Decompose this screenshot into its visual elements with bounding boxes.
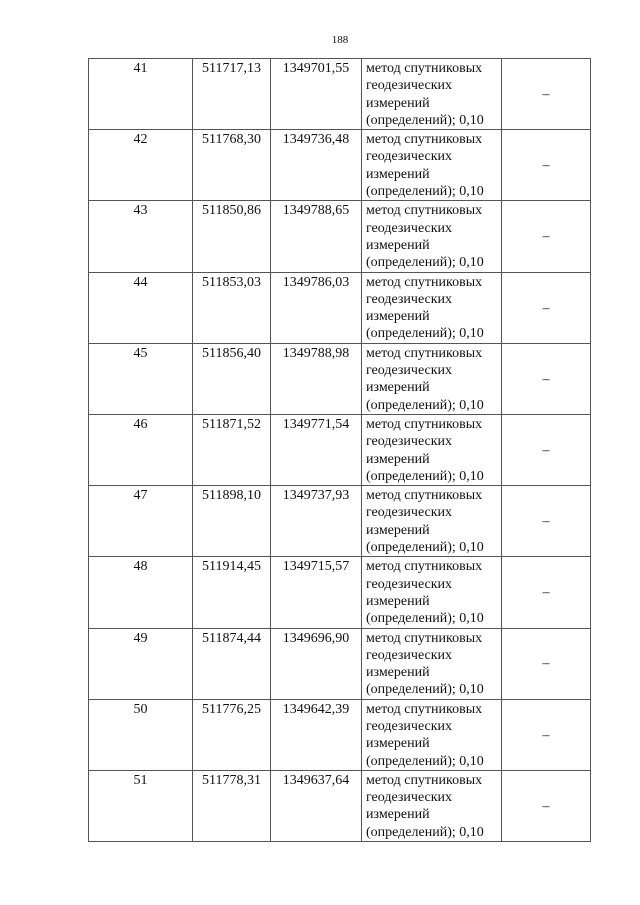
point-number-cell: 44: [89, 272, 193, 343]
x-coordinate-cell: 511768,30: [193, 130, 271, 201]
y-coordinate-cell: 1349637,64: [271, 770, 362, 841]
method-accuracy-cell: метод спутниковых геодезических измерений (определений); 0,10: [362, 414, 502, 485]
point-number-cell: 50: [89, 699, 193, 770]
y-coordinate-cell: 1349788,98: [271, 343, 362, 414]
x-coordinate-cell: 511776,25: [193, 699, 271, 770]
method-accuracy-cell: метод спутниковых геодезических измерений (определений); 0,10: [362, 272, 502, 343]
method-accuracy-cell: метод спутниковых геодезических измерений (определений); 0,10: [362, 557, 502, 628]
table-row: [89, 272, 591, 343]
table-row: [89, 699, 591, 770]
extra-cell: –: [502, 130, 591, 201]
extra-cell: –: [502, 699, 591, 770]
method-accuracy-cell: метод спутниковых геодезических измерений (определений); 0,10: [362, 770, 502, 841]
point-number-cell: 51: [89, 770, 193, 841]
point-number-cell: 46: [89, 414, 193, 485]
x-coordinate-cell: 511853,03: [193, 272, 271, 343]
method-accuracy-cell: метод спутниковых геодезических измерений (определений); 0,10: [362, 699, 502, 770]
x-coordinate-cell: 511850,86: [193, 201, 271, 272]
point-number-cell: 45: [89, 343, 193, 414]
y-coordinate-cell: 1349642,39: [271, 699, 362, 770]
x-coordinate-cell: 511898,10: [193, 486, 271, 557]
point-number-cell: 47: [89, 486, 193, 557]
extra-cell: –: [502, 486, 591, 557]
x-coordinate-cell: 511914,45: [193, 557, 271, 628]
y-coordinate-cell: 1349696,90: [271, 628, 362, 699]
extra-cell: –: [502, 59, 591, 130]
x-coordinate-cell: 511874,44: [193, 628, 271, 699]
x-coordinate-cell: 511717,13: [193, 59, 271, 130]
extra-cell: –: [502, 770, 591, 841]
y-coordinate-cell: 1349788,65: [271, 201, 362, 272]
table-row: [89, 557, 591, 628]
table-row: [89, 343, 591, 414]
x-coordinate-cell: 511856,40: [193, 343, 271, 414]
table-row: [89, 770, 591, 841]
extra-cell: –: [502, 201, 591, 272]
y-coordinate-cell: 1349786,03: [271, 272, 362, 343]
method-accuracy-cell: метод спутниковых геодезических измерений (определений); 0,10: [362, 486, 502, 557]
y-coordinate-cell: 1349736,48: [271, 130, 362, 201]
page-number: 188: [331, 34, 349, 46]
table-row: [89, 414, 591, 485]
extra-cell: –: [502, 414, 591, 485]
table-row: [89, 201, 591, 272]
table-row: [89, 486, 591, 557]
table-row: [89, 59, 591, 130]
table-row: [89, 628, 591, 699]
extra-cell: –: [502, 628, 591, 699]
method-accuracy-cell: метод спутниковых геодезических измерений (определений); 0,10: [362, 628, 502, 699]
method-accuracy-cell: метод спутниковых геодезических измерений (определений); 0,10: [362, 201, 502, 272]
method-accuracy-cell: метод спутниковых геодезических измерений (определений); 0,10: [362, 59, 502, 130]
extra-cell: –: [502, 557, 591, 628]
point-number-cell: 49: [89, 628, 193, 699]
x-coordinate-cell: 511871,52: [193, 414, 271, 485]
point-number-cell: 43: [89, 201, 193, 272]
extra-cell: –: [502, 272, 591, 343]
y-coordinate-cell: 1349701,55: [271, 59, 362, 130]
y-coordinate-cell: 1349737,93: [271, 486, 362, 557]
point-number-cell: 48: [89, 557, 193, 628]
point-number-cell: 42: [89, 130, 193, 201]
coordinates-table: [88, 58, 591, 842]
method-accuracy-cell: метод спутниковых геодезических измерений (определений); 0,10: [362, 343, 502, 414]
method-accuracy-cell: метод спутниковых геодезических измерений (определений); 0,10: [362, 130, 502, 201]
y-coordinate-cell: 1349715,57: [271, 557, 362, 628]
y-coordinate-cell: 1349771,54: [271, 414, 362, 485]
point-number-cell: 41: [89, 59, 193, 130]
extra-cell: –: [502, 343, 591, 414]
x-coordinate-cell: 511778,31: [193, 770, 271, 841]
table-row: [89, 130, 591, 201]
